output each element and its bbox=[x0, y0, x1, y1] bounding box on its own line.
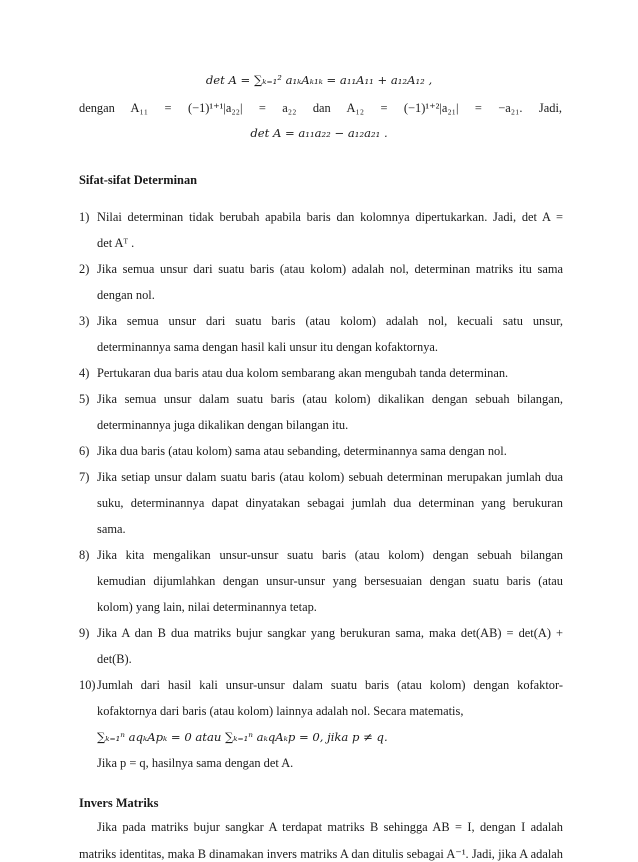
list-item-number: 2) bbox=[79, 262, 90, 276]
section-title-invers-matriks: Invers Matriks bbox=[79, 796, 159, 810]
list-item-line: Jika kita mengalikan unsur-unsur suatu baris (atau kolom) dengan sebuah bilangan bbox=[97, 548, 563, 562]
list-item-number: 7) bbox=[79, 470, 90, 484]
list-item-line: Pertukaran dua baris atau dua kolom sembarang akan mengubah tanda determinan. bbox=[97, 366, 509, 380]
list-item-line: Jika dua baris (atau kolom) sama atau sebanding, determinannya sama dengan nol. bbox=[97, 444, 507, 458]
list-item-number: 8) bbox=[79, 548, 90, 562]
list-item-line: determinannya sama dengan hasil kali unsur itu dengan kofaktornya. bbox=[97, 340, 438, 354]
list-item-line: kemudian dijumlahkan dengan unsur-unsur yang bersesuaian dengan suatu baris (atau bbox=[97, 574, 563, 588]
list-item-line: dengan nol. bbox=[97, 288, 155, 302]
list-item-number: 3) bbox=[79, 314, 90, 328]
list-item-line: Jika semua unsur dalam suatu baris (atau kolom) dikalikan dengan sebuah bilangan, bbox=[97, 392, 563, 406]
list-item-number: 10) bbox=[79, 678, 96, 692]
list-item-number: 4) bbox=[79, 366, 90, 380]
list-item-line: Jika p = q, hasilnya sama dengan det A. bbox=[97, 756, 294, 770]
dengan-line: dengan A₁₁ = (−1)¹⁺¹|a₂₂| = a₂₂ dan A₁₂ = (−1)¹⁺²|a₂₁| = −a₂₁. Jadi, bbox=[79, 101, 562, 115]
list-item-line: Nilai determinan tidak berubah apabila baris dan kolomnya dipertukarkan. Jadi, det A = bbox=[97, 210, 563, 224]
list-item-line: sama. bbox=[97, 522, 126, 536]
list-item-line: Jumlah dari hasil kali unsur-unsur dalam suatu baris (atau kolom) dengan kofaktor- bbox=[97, 678, 563, 692]
list-item-line: Jika A dan B dua matriks bujur sangkar yang berukuran sama, maka det(AB) = det(A) + bbox=[97, 626, 563, 640]
list-item-number: 9) bbox=[79, 626, 90, 640]
list-item-line: det Aᵀ . bbox=[97, 236, 135, 250]
list-item-number: 6) bbox=[79, 444, 90, 458]
formula-det-expansion: det A = ∑ₖ₌₁² a₁ₖAₖ₁ₖ = a₁₁A₁₁ + a₁₂A₁₂ , bbox=[205, 73, 433, 87]
list-item-line: Jika semua unsur dari suatu baris (atau kolom) adalah nol, determinan matriks itu sama bbox=[97, 262, 563, 276]
list-item-line: kofaktornya dari baris (atau kolom) lainnya adalah nol. Secara matematis, bbox=[97, 704, 464, 718]
section-title-sifat-determinan: Sifat-sifat Determinan bbox=[79, 173, 198, 187]
list-item-line: determinannya juga dikalikan dengan bilangan itu. bbox=[97, 418, 349, 432]
list-item-line: det(B). bbox=[97, 652, 132, 666]
list-item-number: 5) bbox=[79, 392, 90, 406]
list-item-line: suku, determinannya dapat dinyatakan sebagai jumlah dua determinan yang berukuran bbox=[97, 496, 563, 510]
paragraph-line: matriks identitas, maka B dinamakan invers matriks A dan ditulis sebagai A⁻¹. Jadi, jika A adalah bbox=[79, 847, 563, 861]
list-item-number: 1) bbox=[79, 210, 90, 224]
list-item-line: Jika setiap unsur dalam suatu baris (atau kolom) sebuah determinan merupakan jumlah dua bbox=[97, 470, 563, 484]
list-item-line: kolom) yang lain, nilai determinannya tetap. bbox=[97, 600, 317, 614]
list-item-formula: ∑ₖ₌₁ⁿ aqₖApₖ = 0 atau ∑ₖ₌₁ⁿ aₖqAₖp = 0, jika p ≠ q. bbox=[97, 730, 388, 744]
paragraph-line: Jika pada matriks bujur sangkar A terdapat matriks B sehingga AB = I, dengan I adalah bbox=[97, 820, 563, 834]
list-item-line: Jika semua unsur dari suatu baris (atau kolom) adalah nol, kecuali satu unsur, bbox=[97, 314, 563, 328]
formula-det-2x2: det A = a₁₁a₂₂ − a₁₂a₂₁ . bbox=[250, 126, 388, 140]
